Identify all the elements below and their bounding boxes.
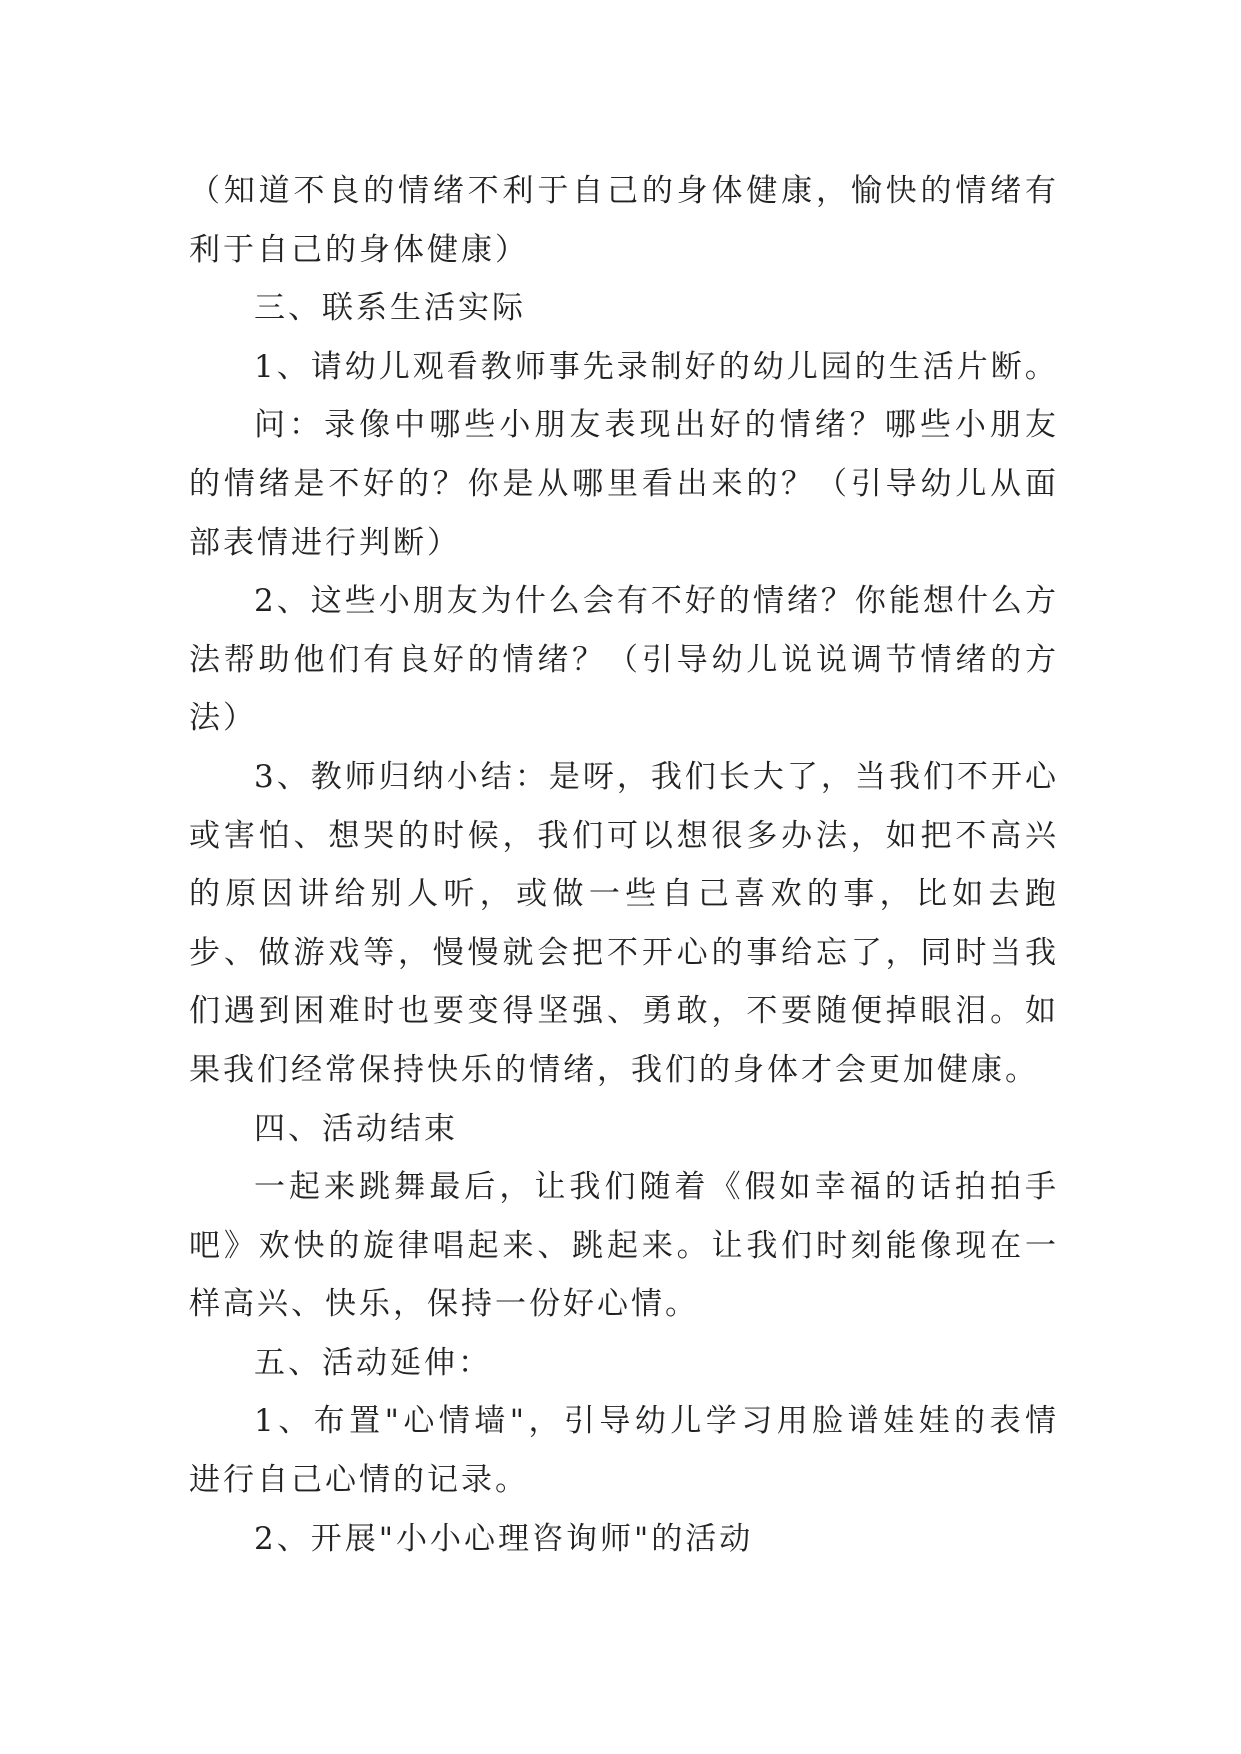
paragraph-intro-note: （知道不良的情绪不利于自己的身体健康，愉快的情绪有利于自己的身体健康） xyxy=(189,173,1059,268)
section-heading-life-practice: 三、联系生活实际 xyxy=(254,290,526,327)
paragraph-question: 问：录像中哪些小朋友表现出好的情绪？哪些小朋友的情绪是不好的？你是从哪里看出来的？（引导幼儿从面部表情进行判断） xyxy=(189,407,1059,561)
section-heading-activity-end: 四、活动结束 xyxy=(254,1110,458,1147)
paragraph-extension-2: 2、开展"小小心理咨询师"的活动 xyxy=(254,1520,754,1557)
paragraph-item-2: 2、这些小朋友为什么会有不好的情绪？你能想什么方法帮助他们有良好的情绪？（引导幼儿说说调节情绪的方法） xyxy=(189,583,1059,737)
paragraph-dance: 一起来跳舞最后，让我们随着《假如幸福的话拍拍手吧》欢快的旋律唱起来、跳起来。让我们时刻能像现在一样高兴、快乐，保持一份好心情。 xyxy=(189,1169,1059,1323)
section-heading-activity-extension: 五、活动延伸： xyxy=(254,1344,492,1381)
paragraph-item-3-summary: 3、教师归纳小结：是呀，我们长大了，当我们不开心或害怕、想哭的时候，我们可以想很多办法，如把不高兴的原因讲给别人听，或做一些自己喜欢的事，比如去跑步、做游戏等，慢慢就会把不开心的事给忘了，同时当我们遇到困难时也要变得坚强、勇敢，不要随便掉眼泪。如果我们经常保持快乐的情绪，我们的身体才会更加健康。 xyxy=(189,758,1059,1088)
paragraph-item-1: 1、请幼儿观看教师事先录制好的幼儿园的生活片断。 xyxy=(254,348,1059,385)
document-body xyxy=(189,162,1059,1568)
paragraph-extension-1: 1、布置"心情墙"，引导幼儿学习用脸谱娃娃的表情进行自己心情的记录。 xyxy=(189,1403,1059,1499)
